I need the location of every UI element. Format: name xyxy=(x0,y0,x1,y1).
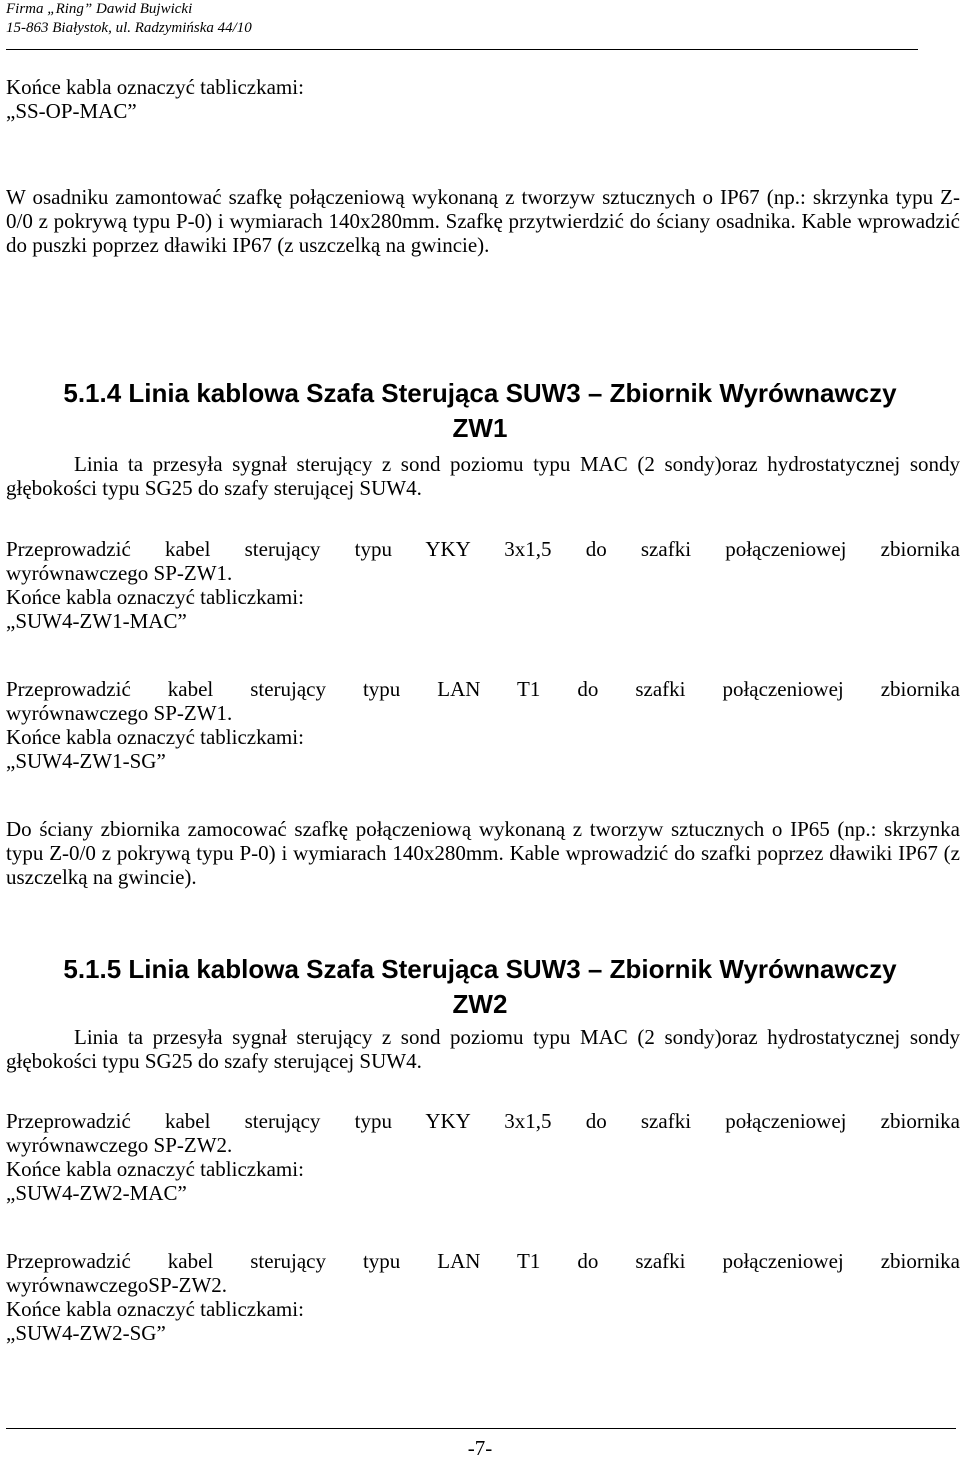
label-intro: Końce kabla oznaczyć tabliczkami: xyxy=(6,1297,304,1321)
mounting-paragraph: Do ściany zbiornika zamocować szafkę połączeniową wykonaną z tworzyw sztucznych o IP65 (np.: skrzynka typu Z-0/0 z pokrywą typu P-0) i wymiarach 140x280mm. Kable wprowadzić do szafki poprzez dławiki IP67 (z uszczelką na gwincie). xyxy=(6,817,960,889)
label-intro: Końce kabla oznaczyć tabliczkami: xyxy=(6,725,304,749)
document-header xyxy=(6,0,252,38)
cable-instruction-line: Przeprowadzić kabel sterujący typu LAN T1 do szafki połączeniowej zbiornika xyxy=(6,1249,960,1273)
cable-instruction-line: wyrównawczegoSP-ZW2. xyxy=(6,1273,228,1297)
label-intro: Końce kabla oznaczyć tabliczkami: xyxy=(6,75,304,99)
label-code: „SS-OP-MAC” xyxy=(6,99,137,123)
section-intro: Linia ta przesyła sygnał sterujący z sond poziomu typu MAC (2 sondy)oraz hydrostatycznej sondy głębokości typu SG25 do szafy sterującej SUW4. xyxy=(6,1025,960,1073)
label-code: „SUW4-ZW1-SG” xyxy=(6,749,166,773)
footer-divider xyxy=(6,1428,956,1429)
section-intro: Linia ta przesyła sygnał sterujący z sond poziomu typu MAC (2 sondy)oraz hydrostatycznej sondy głębokości typu SG25 do szafy sterującej SUW4. xyxy=(6,452,960,500)
label-intro: Końce kabla oznaczyć tabliczkami: xyxy=(6,585,304,609)
section-heading-5-1-4: 5.1.4 Linia kablowa Szafa Sterująca SUW3 – Zbiornik Wyrównawczy ZW1 xyxy=(63,378,897,443)
company-name: Firma „Ring” Dawid Bujwicki xyxy=(6,1,193,17)
mounting-paragraph: W osadniku zamontować szafkę połączeniową wykonaną z tworzyw sztucznych o IP67 (np.: skrzynka typu Z-0/0 z pokrywą typu P-0) i wymiarach 140x280mm. Szafkę przytwierdzić do ściany osadnika. Kable wprowadzić do puszki poprzez dławiki IP67 (z uszczelką na gwincie). xyxy=(6,185,960,257)
cable-instruction-line: Przeprowadzić kabel sterujący typu YKY 3x1,5 do szafki połączeniowej zbiornika xyxy=(6,537,960,561)
cable-instruction-line: wyrównawczego SP-ZW1. xyxy=(6,561,233,585)
section-heading-5-1-5: 5.1.5 Linia kablowa Szafa Sterująca SUW3 – Zbiornik Wyrównawczy ZW2 xyxy=(63,954,897,1019)
label-code: „SUW4-ZW1-MAC” xyxy=(6,609,187,633)
company-address: 15-863 Białystok, ul. Radzymińska 44/10 xyxy=(6,20,252,36)
label-code: „SUW4-ZW2-SG” xyxy=(6,1321,166,1345)
page-number: -7- xyxy=(467,1436,493,1460)
cable-instruction-line: wyrównawczego SP-ZW1. xyxy=(6,701,233,725)
label-intro: Końce kabla oznaczyć tabliczkami: xyxy=(6,1157,304,1181)
cable-instruction-line: Przeprowadzić kabel sterujący typu YKY 3x1,5 do szafki połączeniowej zbiornika xyxy=(6,1109,960,1133)
cable-instruction-line: wyrównawczego SP-ZW2. xyxy=(6,1133,233,1157)
cable-instruction-line: Przeprowadzić kabel sterujący typu LAN T1 do szafki połączeniowej zbiornika xyxy=(6,677,960,701)
label-code: „SUW4-ZW2-MAC” xyxy=(6,1181,187,1205)
header-divider xyxy=(6,49,918,50)
